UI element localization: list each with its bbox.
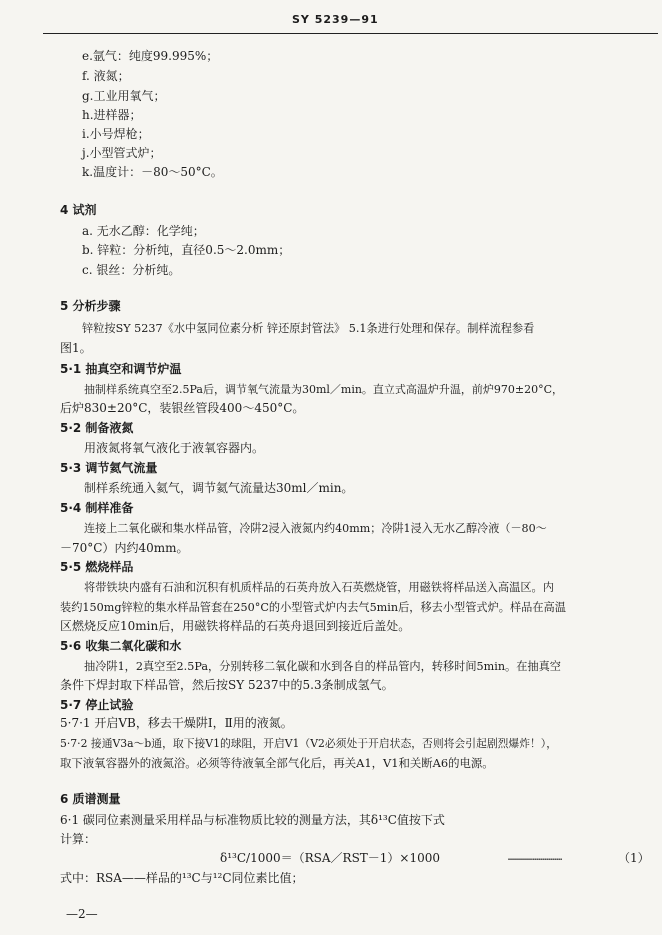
section-5-7-title: 5·7 停止试验: [60, 698, 134, 712]
section-5-title: 5 分析步骤: [60, 299, 121, 313]
section-5-5-title: 5·5 燃烧样品: [60, 560, 134, 574]
section-5-3-title: 5·3 调节氦气流量: [60, 461, 158, 475]
reagent-item-a: a. 无水乙醇：化学纯；: [82, 224, 205, 238]
section-5-4-line-2: －70°C）内约40mm。: [60, 541, 189, 555]
section-5-2-title: 5·2 制备液氮: [60, 421, 134, 435]
section-5-6-line-2: 条件下焊封取下样品管，然后按SY 5237中的5.3条制成氢气。: [60, 678, 394, 692]
section-5-6-line-1: 抽冷阱1，2真空至2.5Pa，分别转移二氧化碳和水到各自的样品管内，转移时间5min。在抽真空: [84, 660, 561, 673]
section-5-6-title: 5·6 收集二氧化碳和水: [60, 639, 182, 653]
section-5-7-2-line-2: 取下液氧容器外的液氮浴。必须等待液氧全部气化后，再关A1，V1和关断A6的电源。: [60, 756, 494, 770]
section-4-title: 4 试剂: [60, 203, 97, 217]
section-5-7-1-line: 5·7·1 开启VB，移去干燥阱Ⅰ，Ⅱ用的液氮。: [60, 716, 293, 730]
section-5-intro-line-2: 图1。: [60, 341, 92, 355]
formula-where-line: 式中：RSA——样品的¹³C与¹²C同位素比值；: [60, 871, 304, 885]
section-6-title: 6 质谱测量: [60, 792, 121, 806]
reagent-item-c: c. 银丝：分析纯。: [82, 263, 181, 277]
formula-delta13c: δ¹³C/1000＝（RSA／RST－1）×1000: [220, 851, 441, 865]
section-5-4-line-1: 连接上二氧化碳和集水样品管，冷阱2浸入液氮内约40mm；冷阱1浸入无水乙醇冷液（－80～: [84, 522, 547, 535]
apparatus-item-h: h.进样器；: [82, 108, 142, 122]
section-5-1-line-1: 抽制样系统真空至2.5Pa后，调节氧气流量为30ml／min。直立式高温炉升温，前炉970±20°C，: [84, 383, 564, 396]
apparatus-item-i: i.小号焊枪；: [82, 127, 150, 141]
formula-leader-dots: ………………………: [508, 852, 563, 863]
header-rule: [43, 33, 658, 34]
apparatus-item-f: f. 液氮；: [82, 69, 130, 83]
section-6-1-line-2: 计算：: [60, 832, 97, 846]
section-5-7-2-line-1: 5·7·2 接通V3a～b通，取下接V1的球阻，开启V1（V2必须处于开启状态，否则将会引起剧烈爆炸！），: [60, 737, 557, 750]
apparatus-item-j: j.小型管式炉；: [82, 146, 162, 160]
doc-header-code: SY 5239—91: [292, 13, 379, 26]
section-5-intro-line-1: 锌粒按SY 5237《水中氢同位素分析 锌还原封管法》 5.1条进行处理和保存。制样流程参看: [82, 322, 535, 335]
apparatus-item-k: k.温度计：－80～50°C。: [82, 165, 223, 179]
section-5-5-line-2: 装约150mg锌粒的集水样品管套在250°C的小型管式炉内去气5min后，移去小型管式炉。样品在高温: [60, 601, 566, 614]
section-5-5-line-1: 将带铁块内盛有石油和沉积有机质样品的石英舟放入石英燃烧管，用磁铁将样品送入高温区。内: [84, 581, 554, 594]
reagent-item-b: b. 锌粒：分析纯，直径0.5～2.0mm；: [82, 243, 291, 257]
page-number: —2—: [66, 907, 98, 921]
section-5-1-title: 5·1 抽真空和调节炉温: [60, 362, 182, 376]
section-5-5-line-3: 区燃烧反应10min后，用磁铁将样品的石英舟退回到接近后盖处。: [60, 619, 411, 633]
apparatus-item-g: g.工业用氧气；: [82, 89, 166, 103]
section-5-3-line-1: 制样系统通入氦气，调节氦气流量达30ml／min。: [84, 481, 354, 495]
formula-number: （1）: [618, 851, 650, 865]
section-5-2-line-1: 用液氮将氧气液化于液氧容器内。: [84, 441, 265, 455]
section-5-1-line-2: 后炉830±20°C，装银丝管段400～450°C。: [60, 401, 305, 415]
section-6-1-line-1: 6·1 碳同位素测量采用样品与标准物质比较的测量方法，其δ¹³C值按下式: [60, 813, 445, 827]
apparatus-item-e: e.氩气：纯度99.995%；: [82, 49, 219, 63]
section-5-4-title: 5·4 制样准备: [60, 501, 134, 515]
